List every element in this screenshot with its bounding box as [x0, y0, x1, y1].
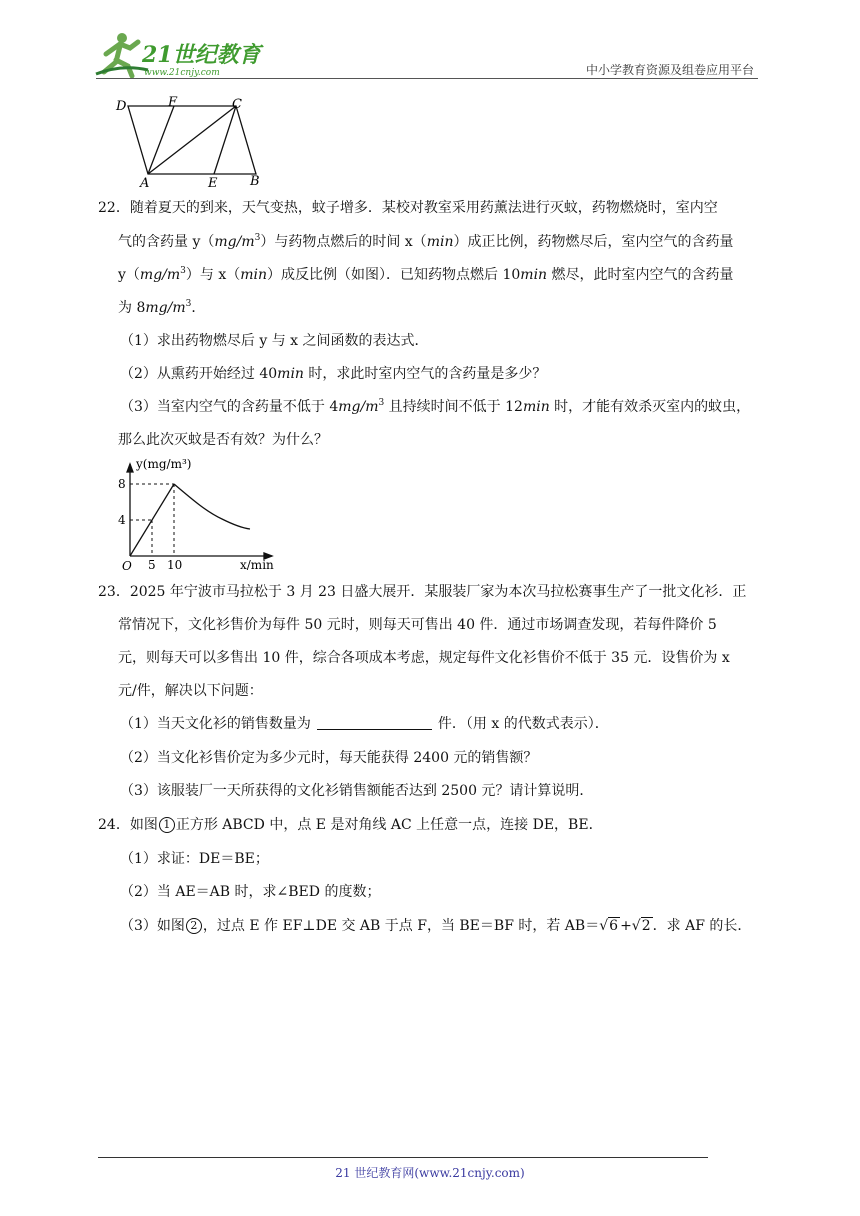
- q23-line3: 元，则每天可以多售出 10 件，综合各项成本考虑，规定每件文化衫售价不低于 35 元．设售价为 x: [118, 650, 730, 666]
- sqrt-6: √6: [599, 918, 619, 934]
- footer-link[interactable]: 21 世纪教育网(www.21cnjy.com): [335, 1166, 525, 1180]
- q22-line1: 22．随着夏天的到来，天气变热，蚊子增多．某校对教室采用药薰法进行灭蚊，药物燃烧时，室内空: [98, 200, 718, 216]
- q24-line1: 24．如图 1 正方形 ABCD 中，点 E 是对角线 AC 上任意一点，连接 DE，BE．: [98, 817, 603, 833]
- fig21-label-c: C: [232, 97, 242, 112]
- graph-origin: O: [122, 559, 132, 573]
- header-divider: [96, 78, 758, 79]
- q22-part3-line2: 那么此次灭蚊是否有效？为什么？: [118, 432, 328, 448]
- graph-xlabel: x/min: [240, 558, 274, 572]
- sqrt-2: √2: [631, 918, 651, 934]
- answer-blank[interactable]: [317, 715, 432, 730]
- q22-part3: （3）当室内空气的含药量不低于 $4mg/m^3$ 且持续时间不低于 12min 时，才能有效杀灭室内的蚊虫，: [120, 398, 751, 415]
- fig21-label-e: E: [208, 176, 218, 190]
- q23-line2: 常情况下，文化衫售价为每件 50 元时，则每天可售出 40 件．通过市场调查发现，若每件降价 5: [118, 617, 717, 633]
- fig21-label-f: F: [168, 95, 178, 110]
- graph-ytick-8: 8: [118, 477, 126, 491]
- header-platform-text: 中小学教育资源及组卷应用平台: [585, 63, 754, 77]
- q22-line2: 气的含药量 $y(mg/m^3)$与药物点燃后的时间 x（min）成正比例，药物燃尽后，室内空气的含药量: [118, 233, 734, 250]
- fig21-label-a: A: [140, 176, 150, 190]
- q23-part2: （2）当文化衫售价定为多少元时，每天能获得 2400 元的销售额？: [120, 750, 538, 766]
- q24-part1: （1）求证：DE＝BE；: [120, 851, 269, 867]
- footer-divider: [98, 1157, 708, 1158]
- figure-number-2: 2: [186, 918, 202, 934]
- q24-part3: （3）如图 2 ，过点 E 作 EF⊥DE 交 AB 于点 F，当 BE＝BF 时，若 AB＝√6 +√2 ．求 AF 的长．: [120, 918, 752, 934]
- logo-text: 21世纪教育: [142, 42, 261, 68]
- site-logo: [92, 28, 267, 80]
- q23-line1: 23．2025 年宁波市马拉松于 3 月 23 日盛大展开．某服装厂家为本次马拉松赛事生产了一批文化衫．正: [98, 584, 747, 600]
- graph-xtick-5: 5: [148, 558, 156, 572]
- graph-xtick-10: 10: [167, 558, 183, 572]
- fig21-label-b: B: [250, 174, 260, 189]
- q24-part2: （2）当 AE＝AB 时，求∠BED 的度数；: [120, 884, 381, 900]
- graph-ytick-4: 4: [118, 513, 126, 527]
- logo-url: www.21cnjy.com: [144, 68, 220, 78]
- q23-line4: 元/件，解决以下问题：: [118, 683, 263, 699]
- q22-line4: 为 $8mg/m^3$．: [118, 299, 206, 316]
- parallelogram-figure: [112, 94, 272, 190]
- q22-part1: （1）求出药物燃尽后 y 与 x 之间函数的表达式．: [120, 333, 429, 349]
- q22-graph: [112, 456, 292, 576]
- fig21-label-d: D: [116, 99, 127, 114]
- graph-ylabel: y(mg/m³): [136, 457, 192, 471]
- q23-part1: （1）当天文化衫的销售数量为 件．（用 x 的代数式表示）．: [120, 716, 609, 732]
- figure-number-1: 1: [159, 817, 175, 833]
- q22-part2: （2）从熏药开始经过 40min 时，求此时室内空气的含药量是多少？: [120, 366, 547, 382]
- q23-part3: （3）该服装厂一天所获得的文化衫销售额能否达到 2500 元？请计算说明．: [120, 783, 594, 799]
- q22-line3: $y(mg/m^3)$与 x（min）成反比例（如图）．已知药物点燃后 10min 燃尽，此时室内空气的含药量: [118, 266, 734, 283]
